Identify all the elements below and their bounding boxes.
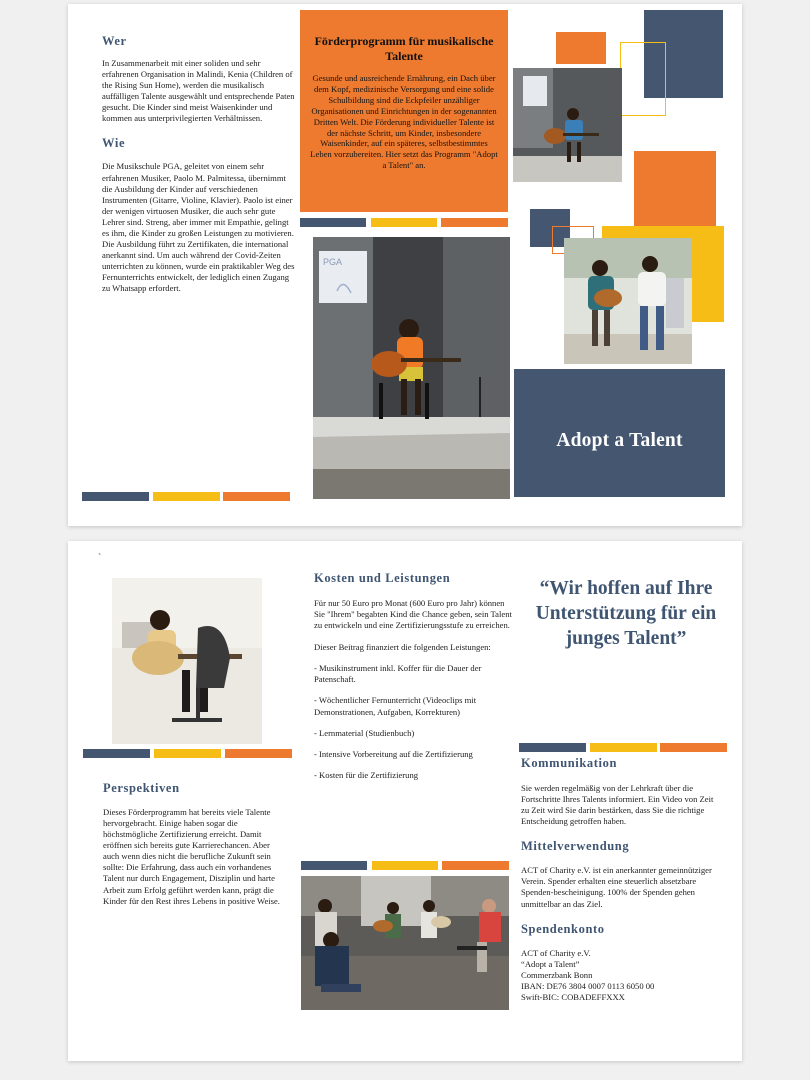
photo-boy-guitar-chair: [112, 578, 262, 744]
section-kosten-leistungen: [314, 571, 514, 791]
brochure-page-inside: [68, 541, 742, 1061]
text-perspektiven: Dieses Förderprogramm hat bereits viele Talente hervorgebracht. Einige haben sogar die höchstmögliche Zertifizierung erreicht. Damit eröffnen sich bereits gute Karrierechancen. Aber auch wenn dies nicht die berufliche Zukunft sein sollte: Die Erfahrung, dass auch ein vorhandenes Talent nur durch Engagement, Disziplin und harte Arbeit zum Erfolg geführt werden kann, prägt die Kinder für den Rest ihres Lebens in positive Weise.: [103, 807, 280, 906]
color-bar-orange: [660, 743, 727, 752]
color-bar-orange: [441, 218, 508, 227]
photo-two-boys-lesson-illustration: [564, 238, 692, 364]
decor-outline-gold: [620, 42, 666, 116]
color-bar-navy: [300, 218, 366, 227]
text-wie: Die Musikschule PGA, geleitet von einem sehr erfahrenen Musiker, Paolo M. Palmitessa, übernimmt die Ausbildung der Kinder auf verschiedenen Instrumenten (Gitarre, Violine, Klavier). Paolo ist einer der wenigen virtuosen Musiker, die auch sehr gute Lehrer sind. Streng, aber immer mit Empathie, gelingt es ihm, die Kinder zu großen Leistungen zu motivieren. Die Ausbildung führt zu Zertifikaten, die international anerkannt sind. Um auch während der Covid-Zeiten unterrichten zu können, wurde ein praktikabler Weg des Fernunterrichts entwickelt, der lediglich einen Zugang zu Whatsapp erfordert.: [102, 161, 295, 294]
heading-wie: Wie: [102, 136, 126, 151]
photo-boy-guitar-small: [513, 68, 622, 182]
photo-boy-guitar-chair-illustration: [112, 578, 262, 744]
color-bar-gold: [153, 492, 220, 501]
color-bar-navy: [301, 861, 367, 870]
spendenkonto-line: Commerzbank Bonn: [521, 969, 593, 980]
color-bar-gold: [590, 743, 657, 752]
photo-boy-guitar-stage: [313, 237, 510, 499]
color-bar-gold: [371, 218, 437, 227]
text-kosten-lead: Dieser Beitrag finanziert die folgenden Leistungen:: [314, 642, 491, 653]
kosten-list-item: - Lernmaterial (Studienbuch): [314, 727, 415, 738]
color-bar-orange: [223, 492, 290, 501]
brochure-page-outside: [68, 4, 742, 526]
quote-text: “Wir hoffen auf Ihre Unterstützung für ein junges Talent”: [535, 578, 717, 649]
heading-perspektiven: Perspektiven: [103, 781, 180, 795]
section-perspektiven: [103, 781, 288, 907]
kosten-list-item: - Wöchentlicher Fernunterricht (Videoclips mit Demonstrationen, Aufgaben, Korrekturen): [314, 695, 477, 717]
kosten-list-item: - Musikinstrument inkl. Koffer für die Dauer der Patenschaft.: [314, 663, 482, 685]
heading-kommunikation: Kommunikation: [521, 756, 618, 770]
photo-group-guitar-lesson: [301, 876, 509, 1010]
cover-title-panel: [514, 369, 725, 497]
photo-group-guitar-lesson-illustration: [301, 876, 509, 1010]
photo-boy-guitar-stage-illustration: [313, 237, 510, 499]
section-right-info: [521, 756, 721, 1003]
spendenkonto-line: ACT of Charity e.V.: [521, 947, 591, 958]
orange-info-box: [300, 10, 508, 212]
color-bar-orange: [225, 749, 292, 758]
stray-mark: `: [98, 553, 102, 564]
kosten-list-item: - Kosten für die Zertifizierung: [314, 769, 419, 780]
heading-kosten: Kosten und Leistungen: [314, 571, 451, 585]
text-kommunikation: Sie werden regelmäßig von der Lehrkraft über die Fortschritte Ihres Talents informiert. Ein Video von Zeit zu Zeit wird Sie darin bestärken, dass Sie die richtige Entscheidung getroffen haben.: [521, 783, 714, 827]
cover-title: Adopt a Talent: [556, 430, 683, 451]
color-bar-navy: [519, 743, 586, 752]
text-mittelverwendung: ACT of Charity e.V. ist ein anerkannter gemeinnütziger Verein. Spender erhalten eine steuerlich absetzbare Spenden-bescheinigung. 100% der Spenden gehen unmittelbar an das Ziel.: [521, 865, 712, 909]
decor-square-orange: [556, 32, 606, 64]
text-wer: In Zusammenarbeit mit einer soliden und sehr erfahrenen Organisation in Malindi, Kenia (Children of the Rising Sun Home), werden die musikalisch auffälligen Talente ausgewählt und entsprechende Paten gesucht. Die Kinder sind meist Waisenkinder und kommen aus unterprivilegierten Verhältnissen.: [102, 58, 295, 124]
spendenkonto-iban: IBAN: DE76 3804 0007 0113 6050 00: [521, 980, 655, 991]
color-bar-navy: [83, 749, 150, 758]
color-bar-orange: [442, 861, 509, 870]
photo-two-boys-lesson: [564, 238, 692, 364]
decor-square-orange-large: [634, 151, 716, 233]
spendenkonto-details: [521, 948, 721, 1003]
kosten-list: [314, 663, 514, 781]
text-kosten-intro: Für nur 50 Euro pro Monat (600 Euro pro Jahr) können Sie "Ihrem" begabten Kind die Chance geben, sein Talent zu entwickeln und eine Zertifizierungsstufe zu erreichen.: [314, 598, 512, 631]
photo-boy-guitar-small-illustration: [513, 68, 622, 182]
spendenkonto-line: “Adopt a Talent”: [521, 958, 580, 969]
photo-banner-text: PGA: [323, 257, 343, 267]
section-wer: [102, 34, 297, 294]
heading-mittelverwendung: Mittelverwendung: [521, 839, 630, 854]
spendenkonto-bic: Swift-BIC: COBADEFFXXX: [521, 991, 625, 1002]
heading-spendenkonto: Spendenkonto: [521, 921, 605, 936]
orange-box-text: Gesunde und ausreichende Ernährung, ein Dach über dem Kopf, medizinische Versorgung und eine solide Schulbildung sind die Eckpfeiler unzähliger Organisationen und Einrichtungen in der sogenannten Dritten Welt. Die Förderung individueller Talente ist der nächste Schritt, um Kinder, insbesondere Waisenkinder, auf ein späteres, selbstbestimmtes Leben vorzubereiten. Hier setzt das Programm "Adopt a Talent" an.: [310, 73, 498, 171]
color-bar-gold: [154, 749, 221, 758]
kosten-list-item: - Intensive Vorbereitung auf die Zertifizierung: [314, 748, 473, 759]
orange-box-title: Förderprogramm für musikalische Talente: [314, 34, 494, 63]
heading-wer: Wer: [102, 34, 127, 48]
color-bar-gold: [372, 861, 438, 870]
color-bar-navy: [82, 492, 149, 501]
